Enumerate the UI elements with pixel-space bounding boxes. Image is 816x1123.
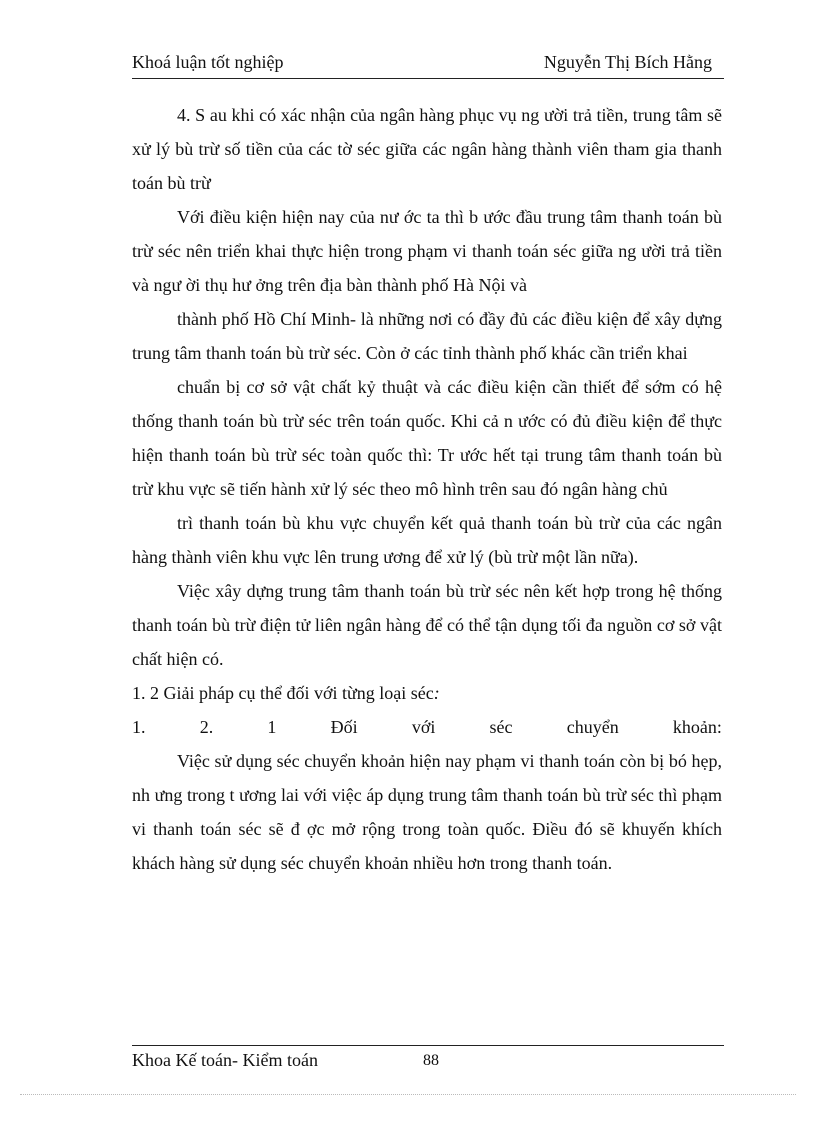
paragraph-4: chuẩn bị cơ sở vật chất kỷ thuật và các điều kiện cần thiết để sớm có hệ thống thanh toán bù trừ séc trên toán quốc. Khi cả n ước có đủ điều kiện để thực hiện thanh toán bù trừ séc toàn quốc thì: Tr ước hết tại trung tâm thanh toán bù trừ khu vực sẽ tiến hành xử lý séc theo mô hình trên sau đó ngân hàng chủ	[132, 377, 722, 499]
page-number: 88	[423, 1052, 439, 1069]
section-heading-text: 1. 2 Giải pháp cụ thể đối với từng loại séc	[132, 683, 434, 703]
paragraph-5: trì thanh toán bù khu vực chuyển kết quả thanh toán bù trừ của các ngân hàng thành viên khu vực lên trung ương để xử lý (bù trừ một lần nữa).	[132, 513, 722, 567]
subsection-heading-word: chuyển	[566, 717, 619, 737]
footer-department: Khoa Kế toán- Kiểm toán	[132, 1050, 318, 1070]
paragraph-1: 4. S au khi có xác nhận của ngân hàng phục vụ ng ười trả tiền, trung tâm sẽ xử lý bù trừ số tiền của các tờ séc giữa các ngân hàng thành viên tham gia thanh toán bù trừ	[132, 105, 722, 193]
paragraph-7: Việc sử dụng séc chuyển khoản hiện nay phạm vi thanh toán còn bị bó hẹp, nh ưng trong t ương lai với việc áp dụng trung tâm thanh toán bù trừ séc thì phạm vi thanh toán séc sẽ đ ợc mở rộng trong toàn quốc. Điều đó sẽ khuyến khích khách hàng sử dụng séc chuyển khoản nhiều hơn trong thanh toán.	[132, 751, 722, 873]
header-thesis-title: Khoá luận tốt nghiệp	[132, 52, 284, 72]
subsection-heading-word: 1	[267, 717, 277, 737]
subsection-heading-word: séc	[489, 717, 513, 737]
subsection-heading-word: với	[411, 717, 436, 737]
subsection-heading-word: 2.	[199, 717, 214, 737]
subsection-heading	[132, 710, 722, 744]
document-body	[132, 98, 722, 880]
paragraph-2: Với điều kiện hiện nay của nư ớc ta thì b ước đầu trung tâm thanh toán bù trừ séc nên triển khai thực hiện trong phạm vi thanh toán séc giữa ng ười trả tiền và ngư ời thụ hư ởng trên địa bàn thành phố Hà Nội và	[132, 207, 722, 295]
section-heading-colon: :	[433, 683, 440, 703]
paragraph-3: thành phố Hồ Chí Minh- là những nơi có đầy đủ các điều kiện để xây dựng trung tâm thanh toán bù trừ séc. Còn ở các tỉnh thành phố khác cần triển khai	[132, 309, 722, 363]
page-header	[132, 52, 724, 79]
section-heading	[132, 676, 722, 710]
subsection-heading-word: khoản:	[672, 717, 722, 737]
page-edge-divider	[20, 1094, 796, 1095]
subsection-heading-word: 1.	[132, 717, 146, 737]
paragraph-6: Việc xây dựng trung tâm thanh toán bù trừ séc nên kết hợp trong hệ thống thanh toán bù trừ điện tử liên ngân hàng để có thể tận dụng tối đa nguồn cơ sở vật chất hiện có.	[132, 581, 722, 669]
page-footer	[132, 1045, 724, 1070]
subsection-heading-word: Đối	[330, 717, 358, 737]
header-author-name: Nguyễn Thị Bích Hằng	[543, 52, 712, 72]
